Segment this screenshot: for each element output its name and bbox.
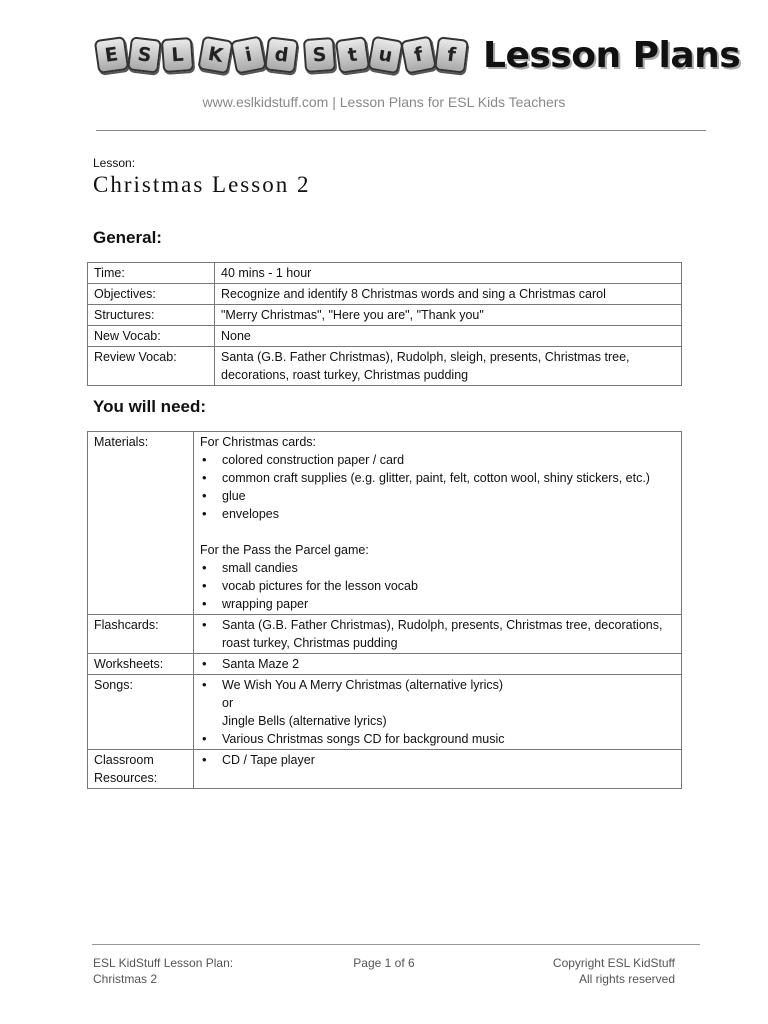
worksheets-list [200,655,675,673]
row-key: New Vocab: [88,326,215,347]
table-row [88,263,682,284]
materials-list [200,451,675,523]
list-item: • Santa Maze 2 [200,655,675,673]
footer-rights: All rights reserved [578,972,675,986]
row-key: Structures: [88,305,215,326]
needs-table [87,431,682,789]
row-key: Objectives: [88,284,215,305]
footer-page-number: Page 1 of 6 [353,956,415,970]
table-row [88,326,682,347]
row-key: Songs: [88,675,194,750]
row-key: Worksheets: [88,654,194,675]
list-item: • Various Christmas songs CD for background music [200,730,675,748]
needs-heading: You will need: [93,397,207,416]
footer-divider [92,944,700,945]
row-value: Recognize and identify 8 Christmas words and sing a Christmas carol [215,284,682,305]
materials-group-heading: For Christmas cards: [200,435,316,449]
logo-block: i [230,35,267,74]
list-item: • envelopes [200,505,675,523]
footer-right [553,955,675,987]
materials-list [200,559,675,613]
row-value: Santa (G.B. Father Christmas), Rudolph, sleigh, presents, Christmas tree, decorations, roast turkey, Christmas pudding [215,347,682,386]
table-row [88,347,682,386]
esl-kidstuff-logo [96,38,469,72]
list-item [200,676,675,730]
header-divider [96,130,706,131]
spacer [200,523,675,541]
logo-block: t [335,36,370,74]
logo-block: K [197,36,233,75]
row-value [194,675,682,750]
logo-block: E [94,36,129,74]
materials-group-heading: For the Pass the Parcel game: [200,543,369,557]
list-item: • glue [200,487,675,505]
song-title: Jingle Bells (alternative lyrics) [222,714,387,728]
logo-block: L [161,37,194,73]
table-row [88,305,682,326]
list-item: • common craft supplies (e.g. glitter, paint, felt, cotton wool, shiny stickers, etc.) [200,469,675,487]
row-key: Materials: [88,432,194,615]
row-value: None [215,326,682,347]
footer-plan-label: ESL KidStuff Lesson Plan: [93,956,234,970]
list-item: • Santa (G.B. Father Christmas), Rudolph, presents, Christmas tree, decorations, roast turkey, Christmas pudding [200,616,675,652]
header-title: Lesson Plans [483,34,741,76]
logo-block: S [127,36,162,74]
row-key-line: Classroom [94,753,154,767]
lesson-title: Christmas Lesson 2 [93,172,311,197]
list-item: • CD / Tape player [200,751,675,769]
logo-block: f [434,36,469,74]
row-value [194,750,682,789]
songs-list [200,676,675,748]
resources-list [200,751,675,769]
logo-block: f [400,35,437,74]
logo-block: S [303,37,336,73]
header-subtitle: www.eslkidstuff.com | Lesson Plans for ESL Kids Teachers [202,94,566,110]
list-item: • colored construction paper / card [200,451,675,469]
row-key: Time: [88,263,215,284]
footer-plan-name: Christmas 2 [93,972,158,986]
flashcards-list [200,616,675,652]
table-row-worksheets [88,654,682,675]
table-row [88,284,682,305]
table-row-resources [88,750,682,789]
footer-copyright: Copyright ESL KidStuff [552,956,675,970]
row-value: "Merry Christmas", "Here you are", "Thank you" [215,305,682,326]
song-title: We Wish You A Merry Christmas (alternative lyrics) [222,678,504,692]
header-logo [96,30,740,80]
row-key: Flashcards: [88,615,194,654]
general-table [87,262,682,386]
table-row-songs [88,675,682,750]
table-row-materials [88,432,682,615]
list-item: • vocab pictures for the lesson vocab [200,577,675,595]
list-item: • wrapping paper [200,595,675,613]
logo-block: u [367,36,403,75]
logo-block: d [264,36,299,74]
table-row-flashcards [88,615,682,654]
row-value [194,654,682,675]
lesson-label: Lesson: [93,156,136,170]
general-heading: General: [93,228,162,247]
row-key [88,750,194,789]
list-item: • small candies [200,559,675,577]
row-value: 40 mins - 1 hour [215,263,682,284]
row-value [194,432,682,615]
song-or: or [222,696,234,710]
row-value [194,615,682,654]
row-key-line: Resources: [94,771,158,785]
row-key: Review Vocab: [88,347,215,386]
